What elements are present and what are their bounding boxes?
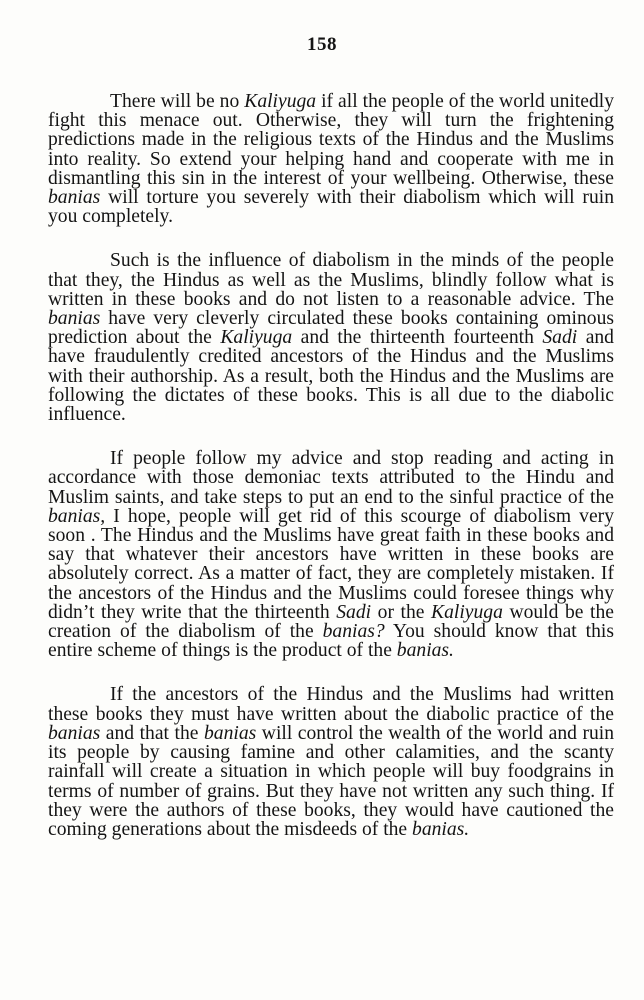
page-number: 158 (307, 34, 337, 55)
text-run: if all the people of the world unitedly fight this menace out. Otherwise, they will turn the frightening predictions made in the religious texts of the Hindus and the Muslims into reality. So extend your helping hand and cooperate with me in dismantling this sin in the interest of your wellbeing. Otherwise, these (48, 91, 614, 189)
italic-text-run: banias? (322, 621, 385, 643)
italic-text-run: banias. (396, 640, 454, 662)
italic-text-run: Kaliyuga (431, 601, 503, 623)
text-run: would be the creation of the diabolism of the (48, 601, 614, 643)
text-run: will control the wealth of the world and ruin its people by causing famine and other calamities, and the scanty rainfall will create a situation in which people will buy foodgrains in terms of number of grains. But they have not written any such thing. If they were the authors of these books, they would have cautioned the coming generations about the misdeeds of the (48, 722, 615, 840)
text-run: You should know that this entire scheme of things is the product of the (48, 621, 614, 662)
text-run: There will be no (110, 91, 245, 112)
paragraph (48, 92, 614, 226)
italic-text-run: banias. (412, 818, 470, 840)
italic-text-run: Kaliyuga (220, 327, 293, 349)
italic-text-run: banias (48, 187, 101, 209)
italic-text-run: banias (48, 722, 101, 744)
italic-text-run: banias (204, 722, 257, 744)
text-run: have very cleverly circulated these books containing ominous prediction about the (48, 308, 614, 349)
italic-text-run: banias, (48, 505, 106, 527)
text-run: Such is the influence of diabolism in the minds of the people that they, the Hindus as well as the Muslims, blindly follow what is written in these books and do not listen to a reasonable advice. The (48, 250, 614, 310)
body-text (48, 92, 614, 839)
paragraph (48, 685, 614, 839)
italic-text-run: Sadi (336, 601, 372, 623)
text-run: and the thirteenth fourteenth (292, 327, 543, 349)
text-run: will torture you severely with their diabolism which will ruin you completely. (48, 187, 614, 228)
paragraph (48, 251, 614, 424)
text-run: and that the (100, 722, 204, 744)
text-run: I hope, people will get rid of this scourge of diabolism very soon . The Hindus and the Muslims have great faith in these books and say that whatever their ancestors have written in these books are absolutely correct. As a matter of fact, they are completely mistaken. If the ancestors of the Hindus and the Muslims could foresee things why didn’t they write that the thirteenth (48, 505, 614, 623)
italic-text-run: Kaliyuga (244, 91, 317, 112)
italic-text-run: Sadi (542, 327, 578, 349)
text-run: If the ancestors of the Hindus and the Muslims had written these books they must have written about the diabolic practice of the (48, 684, 614, 725)
italic-text-run: banias (48, 308, 101, 330)
text-run: or the (371, 601, 432, 623)
text-run: and have fraudulently credited ancestors of the Hindus and the Muslims with their authorship. As a result, both the Hindus and the Muslims are following the dictates of these books. This is all due to the diabolic influence. (48, 327, 614, 426)
text-run: If people follow my advice and stop reading and acting in accordance with those demoniac texts attributed to the Hindu and Muslim saints, and take steps to put an end to the sinful practice of the (48, 448, 614, 508)
paragraph (48, 449, 614, 660)
